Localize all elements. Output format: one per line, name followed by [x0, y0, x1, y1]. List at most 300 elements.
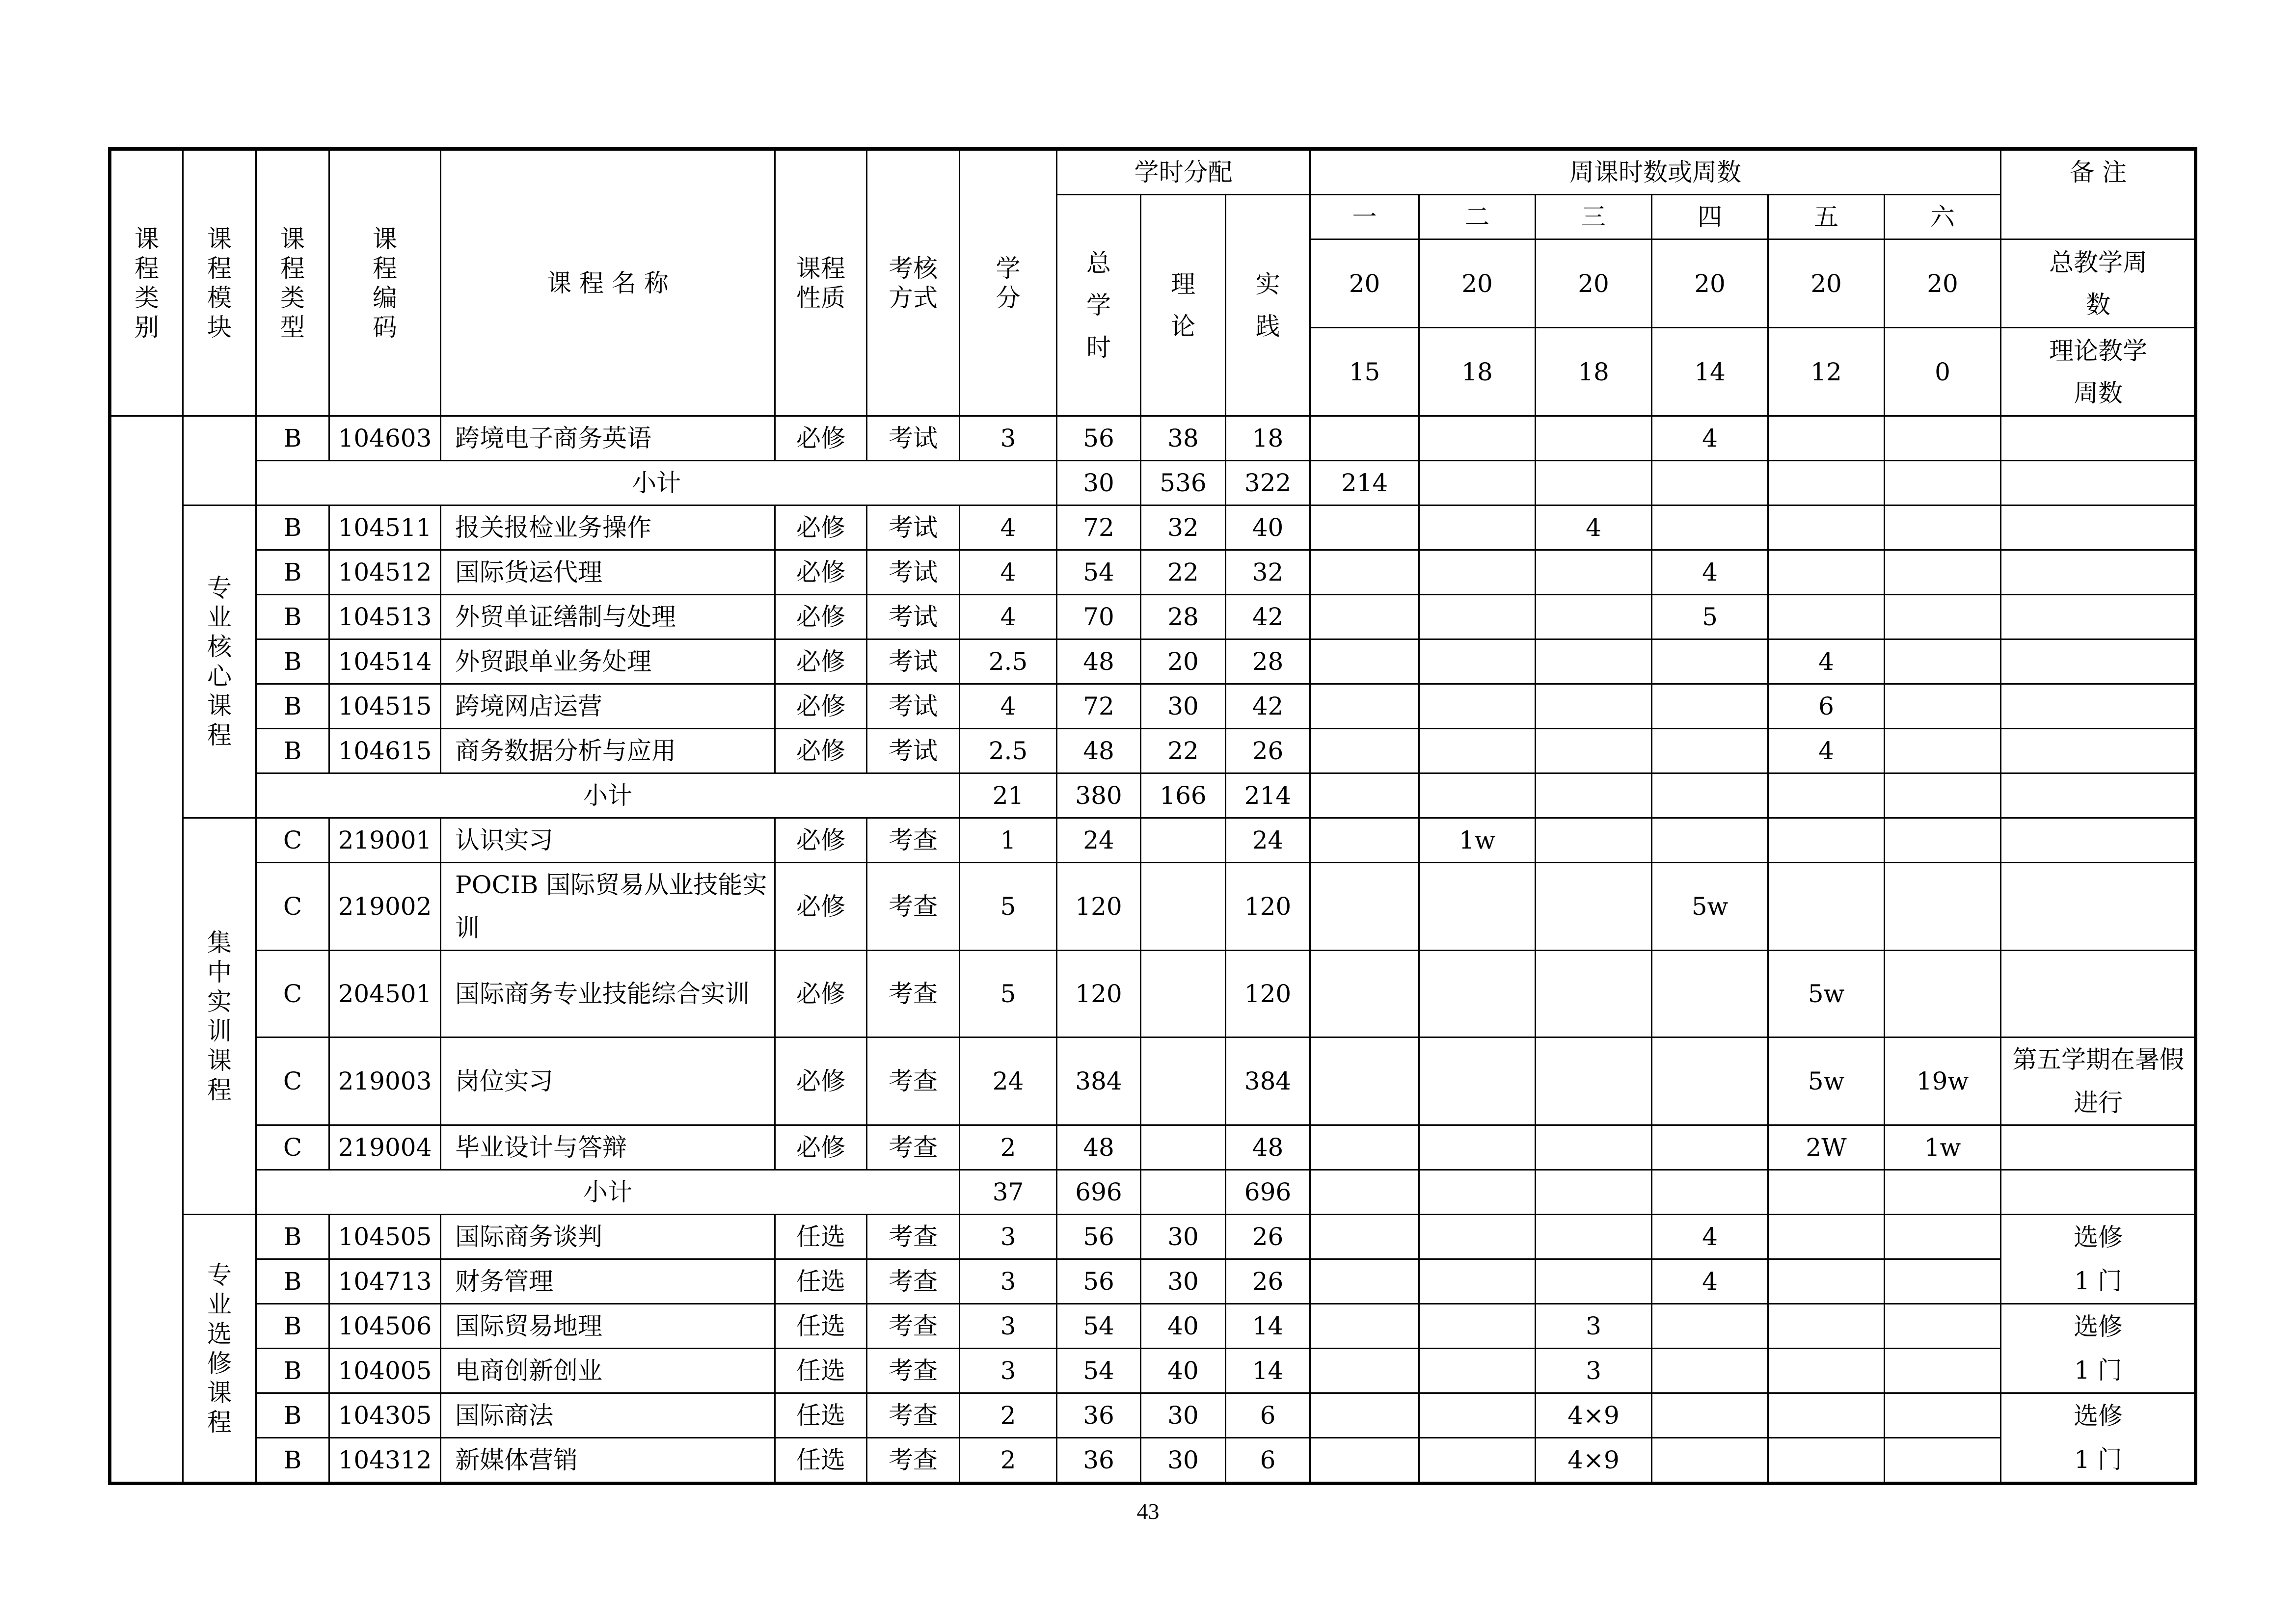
- course-credit: 2.5: [960, 639, 1057, 684]
- course-practice: 6: [1226, 1438, 1310, 1484]
- week-cell: [1652, 1125, 1768, 1170]
- week-cell: 1w: [1885, 1125, 2001, 1170]
- week-cell: 4: [1652, 416, 1768, 461]
- course-nature: 必修: [775, 818, 867, 863]
- course-exam: 考试: [867, 506, 960, 550]
- course-practice: 120: [1226, 951, 1310, 1038]
- subtotal-credit: 37: [960, 1170, 1057, 1215]
- header-row: [110, 149, 2196, 195]
- course-nature: 必修: [775, 863, 867, 951]
- course-practice: 6: [1226, 1393, 1310, 1438]
- course-type: B: [256, 550, 329, 595]
- course-total-hours: 48: [1057, 639, 1141, 684]
- week-cell: [1310, 951, 1419, 1038]
- week-cell: [1536, 1259, 1652, 1304]
- course-total-hours: 54: [1057, 1349, 1141, 1393]
- week-cell: 4: [1768, 729, 1885, 773]
- week-cell: [1885, 1215, 2001, 1259]
- week-cell: [1885, 1304, 2001, 1349]
- course-total-hours: 48: [1057, 1125, 1141, 1170]
- remark-cell: [2001, 773, 2196, 818]
- course-exam: 考试: [867, 416, 960, 461]
- course-type: B: [256, 1393, 329, 1438]
- theory-weeks-value: 12: [1768, 328, 1885, 416]
- week-cell: [1885, 684, 2001, 729]
- course-type: B: [256, 506, 329, 550]
- course-total-hours: 384: [1057, 1038, 1141, 1125]
- week-cell: [1652, 818, 1768, 863]
- course-practice: 42: [1226, 595, 1310, 639]
- course-theory: 40: [1141, 1349, 1226, 1393]
- week-cell: 19w: [1885, 1038, 2001, 1125]
- header-semester: 一: [1310, 195, 1419, 239]
- course-nature: 必修: [775, 729, 867, 773]
- course-name: 毕业设计与答辩: [441, 1125, 775, 1170]
- remark-cell: [2001, 416, 2196, 461]
- module-elective: 专业选修课程: [183, 1215, 256, 1484]
- header-semester: 六: [1885, 195, 2001, 239]
- course-type: B: [256, 1259, 329, 1304]
- table-row: [110, 729, 2196, 773]
- total-weeks-value: 20: [1536, 239, 1652, 328]
- course-type: B: [256, 1304, 329, 1349]
- course-code: 104005: [329, 1349, 441, 1393]
- week-cell: 4: [1768, 639, 1885, 684]
- week-cell: 4×9: [1536, 1438, 1652, 1484]
- header-weekly-group: 周课时数或周数: [1310, 149, 2001, 195]
- total-weeks-label: 总教学周数: [2001, 239, 2196, 328]
- course-theory: 38: [1141, 416, 1226, 461]
- week-cell: [1536, 818, 1652, 863]
- subtotal-practice: 214: [1226, 773, 1310, 818]
- week-cell: [1885, 863, 2001, 951]
- course-nature: 必修: [775, 506, 867, 550]
- course-exam: 考查: [867, 1438, 960, 1484]
- week-cell: [1536, 1038, 1652, 1125]
- course-theory: 32: [1141, 506, 1226, 550]
- week-cell: 1w: [1419, 818, 1536, 863]
- course-exam: 考试: [867, 595, 960, 639]
- week-cell: [1885, 416, 2001, 461]
- course-code: 204501: [329, 951, 441, 1038]
- week-cell: [1310, 550, 1419, 595]
- header-hours-group: 学时分配: [1057, 149, 1310, 195]
- course-total-hours: 72: [1057, 684, 1141, 729]
- course-credit: 4: [960, 550, 1057, 595]
- week-cell: [1419, 684, 1536, 729]
- course-code: 104603: [329, 416, 441, 461]
- table-row: [110, 506, 2196, 550]
- week-cell: [1885, 1170, 2001, 1215]
- course-total-hours: 56: [1057, 416, 1141, 461]
- theory-weeks-value: 18: [1536, 328, 1652, 416]
- week-cell: [1885, 1349, 2001, 1393]
- week-cell: [1885, 639, 2001, 684]
- remark-cell: [2001, 639, 2196, 684]
- remark-cell: [2001, 550, 2196, 595]
- course-credit: 24: [960, 1038, 1057, 1125]
- week-cell: [1885, 1259, 2001, 1304]
- course-theory: [1141, 1038, 1226, 1125]
- course-nature: 必修: [775, 595, 867, 639]
- course-exam: 考查: [867, 1259, 960, 1304]
- course-credit: 4: [960, 684, 1057, 729]
- week-cell: [1419, 416, 1536, 461]
- week-cell: [1419, 1259, 1536, 1304]
- week-cell: [1768, 1215, 1885, 1259]
- week-cell: [1885, 773, 2001, 818]
- table-row: [110, 684, 2196, 729]
- week-cell: [1310, 1215, 1419, 1259]
- subtotal-total-hours: 380: [1057, 773, 1141, 818]
- course-exam: 考查: [867, 951, 960, 1038]
- course-practice: 14: [1226, 1349, 1310, 1393]
- week-cell: [1310, 1170, 1419, 1215]
- week-cell: [1419, 1393, 1536, 1438]
- header-semester: 三: [1536, 195, 1652, 239]
- course-nature: 必修: [775, 639, 867, 684]
- course-name: 外贸跟单业务处理: [441, 639, 775, 684]
- week-cell: 4: [1652, 550, 1768, 595]
- subtotal-theory: 322: [1226, 461, 1310, 506]
- course-practice: 48: [1226, 1125, 1310, 1170]
- course-theory: 30: [1141, 1393, 1226, 1438]
- course-type: C: [256, 1125, 329, 1170]
- week-cell: 3: [1536, 1349, 1652, 1393]
- course-code: 104615: [329, 729, 441, 773]
- week-cell: 4: [1536, 506, 1652, 550]
- course-name: 商务数据分析与应用: [441, 729, 775, 773]
- course-credit: 2: [960, 1438, 1057, 1484]
- module-core: 专业核心课程: [183, 506, 256, 818]
- table-row: [110, 1125, 2196, 1170]
- course-type: C: [256, 818, 329, 863]
- week-cell: [1419, 461, 1536, 506]
- course-name: 国际货运代理: [441, 550, 775, 595]
- course-practice: 14: [1226, 1304, 1310, 1349]
- course-practice: 384: [1226, 1038, 1310, 1125]
- week-cell: [1310, 1125, 1419, 1170]
- week-cell: [1885, 729, 2001, 773]
- course-total-hours: 120: [1057, 951, 1141, 1038]
- header-semester: 四: [1652, 195, 1768, 239]
- table-row: [110, 1438, 2196, 1484]
- course-type: C: [256, 951, 329, 1038]
- course-theory: [1141, 1125, 1226, 1170]
- subtotal-row: [110, 773, 2196, 818]
- course-type: C: [256, 863, 329, 951]
- module-practical: 集中实训课程: [183, 818, 256, 1215]
- week-cell: [1419, 951, 1536, 1038]
- week-cell: [1536, 1215, 1652, 1259]
- course-type: B: [256, 1438, 329, 1484]
- page-number: 43: [1136, 1499, 1160, 1524]
- table-row: [110, 1038, 2196, 1125]
- course-code: 104506: [329, 1304, 441, 1349]
- course-practice: 42: [1226, 684, 1310, 729]
- course-exam: 考查: [867, 1215, 960, 1259]
- course-code: 104312: [329, 1438, 441, 1484]
- course-exam: 考查: [867, 1393, 960, 1438]
- week-cell: [1419, 1125, 1536, 1170]
- course-exam: 考试: [867, 639, 960, 684]
- week-cell: [1419, 863, 1536, 951]
- course-nature: 任选: [775, 1259, 867, 1304]
- course-nature: 任选: [775, 1304, 867, 1349]
- week-cell: [1652, 506, 1768, 550]
- week-cell: [1419, 729, 1536, 773]
- week-cell: [1419, 639, 1536, 684]
- course-total-hours: 72: [1057, 506, 1141, 550]
- course-name: 国际商务谈判: [441, 1215, 775, 1259]
- course-name: 跨境网店运营: [441, 684, 775, 729]
- week-cell: [1768, 595, 1885, 639]
- course-credit: 2: [960, 1125, 1057, 1170]
- course-code: 104511: [329, 506, 441, 550]
- total-weeks-value: 20: [1652, 239, 1768, 328]
- week-cell: [1652, 1170, 1768, 1215]
- week-cell: 6: [1768, 684, 1885, 729]
- remark-cell: [2001, 818, 2196, 863]
- remark-cell: 1 门: [2001, 1259, 2196, 1304]
- course-exam: 考试: [867, 684, 960, 729]
- course-theory: 20: [1141, 639, 1226, 684]
- course-total-hours: 54: [1057, 1304, 1141, 1349]
- course-name: 新媒体营销: [441, 1438, 775, 1484]
- table-row: [110, 951, 2196, 1038]
- table-row: [110, 1304, 2196, 1349]
- week-cell: [1652, 1438, 1768, 1484]
- week-cell: [1310, 684, 1419, 729]
- subtotal-total-hours: 696: [1057, 1170, 1141, 1215]
- course-total-hours: 54: [1057, 550, 1141, 595]
- table-row: [110, 639, 2196, 684]
- header-credit: 学分: [960, 149, 1057, 416]
- week-cell: [1652, 639, 1768, 684]
- course-name: 国际商务专业技能综合实训: [441, 951, 775, 1038]
- week-cell: 5w: [1652, 863, 1768, 951]
- week-cell: [1768, 461, 1885, 506]
- subtotal-credit: 21: [960, 773, 1057, 818]
- course-credit: 4: [960, 506, 1057, 550]
- course-nature: 任选: [775, 1349, 867, 1393]
- course-practice: 32: [1226, 550, 1310, 595]
- remark-cell: 1 门: [2001, 1349, 2196, 1393]
- course-type: B: [256, 1215, 329, 1259]
- course-theory: [1141, 863, 1226, 951]
- week-cell: [1536, 951, 1652, 1038]
- week-cell: [1652, 951, 1768, 1038]
- remark-cell: 第五学期在暑假进行: [2001, 1038, 2196, 1125]
- table-row: [110, 595, 2196, 639]
- course-total-hours: 48: [1057, 729, 1141, 773]
- course-credit: 4: [960, 595, 1057, 639]
- course-name: POCIB 国际贸易从业技能实训: [441, 863, 775, 951]
- course-theory: [1141, 818, 1226, 863]
- subtotal-label: 小计: [256, 1170, 960, 1215]
- header-semester: 五: [1768, 195, 1885, 239]
- course-code: 104713: [329, 1259, 441, 1304]
- category-cell: [110, 416, 183, 1484]
- curriculum-table: [108, 147, 2197, 1485]
- week-cell: [1536, 1125, 1652, 1170]
- week-cell: [1536, 595, 1652, 639]
- theory-weeks-value: 0: [1885, 328, 2001, 416]
- remark-cell: [2001, 951, 2196, 1038]
- subtotal-total-hours: 536: [1141, 461, 1226, 506]
- week-cell: [1768, 773, 1885, 818]
- total-weeks-value: 20: [1419, 239, 1536, 328]
- week-cell: 2W: [1768, 1125, 1885, 1170]
- week-cell: [1536, 773, 1652, 818]
- course-code: 219001: [329, 818, 441, 863]
- theory-weeks-value: 15: [1310, 328, 1419, 416]
- header-total-hours: 总学时: [1057, 195, 1141, 416]
- week-cell: [1768, 1259, 1885, 1304]
- course-theory: 40: [1141, 1304, 1226, 1349]
- table-row: [110, 863, 2196, 951]
- course-name: 外贸单证缮制与处理: [441, 595, 775, 639]
- week-cell: [1768, 416, 1885, 461]
- remark-cell: 选修: [2001, 1215, 2196, 1259]
- week-cell: [1419, 595, 1536, 639]
- week-cell: [1419, 1215, 1536, 1259]
- week-cell: [1768, 1438, 1885, 1484]
- header-practice: 实践: [1226, 195, 1310, 416]
- week-cell: [1885, 818, 2001, 863]
- week-cell: [1652, 1349, 1768, 1393]
- course-name: 跨境电子商务英语: [441, 416, 775, 461]
- course-exam: 考试: [867, 729, 960, 773]
- course-name: 岗位实习: [441, 1038, 775, 1125]
- week-cell: 5w: [1768, 951, 1885, 1038]
- course-practice: 18: [1226, 416, 1310, 461]
- subtotal-theory: 166: [1141, 773, 1226, 818]
- week-cell: 3: [1536, 1304, 1652, 1349]
- course-practice: 26: [1226, 729, 1310, 773]
- week-cell: [1419, 506, 1536, 550]
- week-cell: [1652, 1393, 1768, 1438]
- subtotal-row: [110, 461, 2196, 506]
- week-cell: [2001, 461, 2196, 506]
- subtotal-label: 小计: [256, 773, 960, 818]
- week-cell: [1536, 1170, 1652, 1215]
- subtotal-theory: [1141, 1170, 1226, 1215]
- total-weeks-value: 20: [1768, 239, 1885, 328]
- week-cell: [1885, 461, 2001, 506]
- course-nature: 任选: [775, 1215, 867, 1259]
- week-cell: [1419, 1170, 1536, 1215]
- course-name: 财务管理: [441, 1259, 775, 1304]
- subtotal-practice: 696: [1226, 1170, 1310, 1215]
- course-total-hours: 24: [1057, 818, 1141, 863]
- course-practice: 24: [1226, 818, 1310, 863]
- header-module: 课程模块: [183, 149, 256, 416]
- remark-cell: 选修: [2001, 1304, 2196, 1349]
- header-name: 课 程 名 称: [441, 149, 775, 416]
- course-code: 104515: [329, 684, 441, 729]
- week-cell: [1536, 639, 1652, 684]
- course-total-hours: 56: [1057, 1259, 1141, 1304]
- week-cell: [1310, 818, 1419, 863]
- course-code: 219003: [329, 1038, 441, 1125]
- course-credit: 3: [960, 416, 1057, 461]
- subtotal-credit: 30: [1057, 461, 1141, 506]
- theory-weeks-value: 14: [1652, 328, 1768, 416]
- remark-cell: [2001, 729, 2196, 773]
- week-cell: [1536, 550, 1652, 595]
- remark-cell: [2001, 863, 2196, 951]
- course-nature: 必修: [775, 951, 867, 1038]
- week-cell: [1536, 416, 1652, 461]
- remark-cell: [2001, 1125, 2196, 1170]
- subtotal-practice: 214: [1310, 461, 1419, 506]
- course-code: 104505: [329, 1215, 441, 1259]
- course-nature: 必修: [775, 684, 867, 729]
- course-type: B: [256, 595, 329, 639]
- week-cell: [1310, 1038, 1419, 1125]
- week-cell: [1419, 773, 1536, 818]
- week-cell: [1310, 506, 1419, 550]
- course-type: B: [256, 684, 329, 729]
- course-type: B: [256, 416, 329, 461]
- course-nature: 必修: [775, 1125, 867, 1170]
- course-theory: 28: [1141, 595, 1226, 639]
- course-type: B: [256, 729, 329, 773]
- course-credit: 2: [960, 1393, 1057, 1438]
- remark-cell: [2001, 1170, 2196, 1215]
- week-cell: [1652, 729, 1768, 773]
- course-code: 104305: [329, 1393, 441, 1438]
- week-cell: [1310, 416, 1419, 461]
- course-code: 104512: [329, 550, 441, 595]
- total-weeks-value: 20: [1310, 239, 1419, 328]
- course-theory: 22: [1141, 550, 1226, 595]
- course-exam: 考查: [867, 1038, 960, 1125]
- course-credit: 3: [960, 1215, 1057, 1259]
- week-cell: [1419, 550, 1536, 595]
- course-exam: 考查: [867, 1304, 960, 1349]
- course-exam: 考查: [867, 1125, 960, 1170]
- course-theory: 30: [1141, 684, 1226, 729]
- week-cell: [1768, 1393, 1885, 1438]
- week-cell: [1652, 1038, 1768, 1125]
- course-theory: 30: [1141, 1438, 1226, 1484]
- table-row: [110, 416, 2196, 461]
- course-code: 219002: [329, 863, 441, 951]
- table-row: [110, 1393, 2196, 1438]
- course-credit: 3: [960, 1304, 1057, 1349]
- table-row: [110, 1349, 2196, 1393]
- total-weeks-value: 20: [1885, 239, 2001, 328]
- week-cell: [1536, 461, 1652, 506]
- week-cell: [1768, 550, 1885, 595]
- course-credit: 5: [960, 863, 1057, 951]
- course-code: 104514: [329, 639, 441, 684]
- header-code: 课程编码: [329, 149, 441, 416]
- week-cell: [1419, 1038, 1536, 1125]
- course-credit: 5: [960, 951, 1057, 1038]
- course-nature: 必修: [775, 1038, 867, 1125]
- week-cell: [1536, 729, 1652, 773]
- course-total-hours: 70: [1057, 595, 1141, 639]
- course-theory: 30: [1141, 1215, 1226, 1259]
- course-exam: 考查: [867, 1349, 960, 1393]
- week-cell: [1310, 1349, 1419, 1393]
- course-total-hours: 36: [1057, 1438, 1141, 1484]
- subtotal-label: 小计: [256, 461, 1057, 506]
- table-row: [110, 1259, 2196, 1304]
